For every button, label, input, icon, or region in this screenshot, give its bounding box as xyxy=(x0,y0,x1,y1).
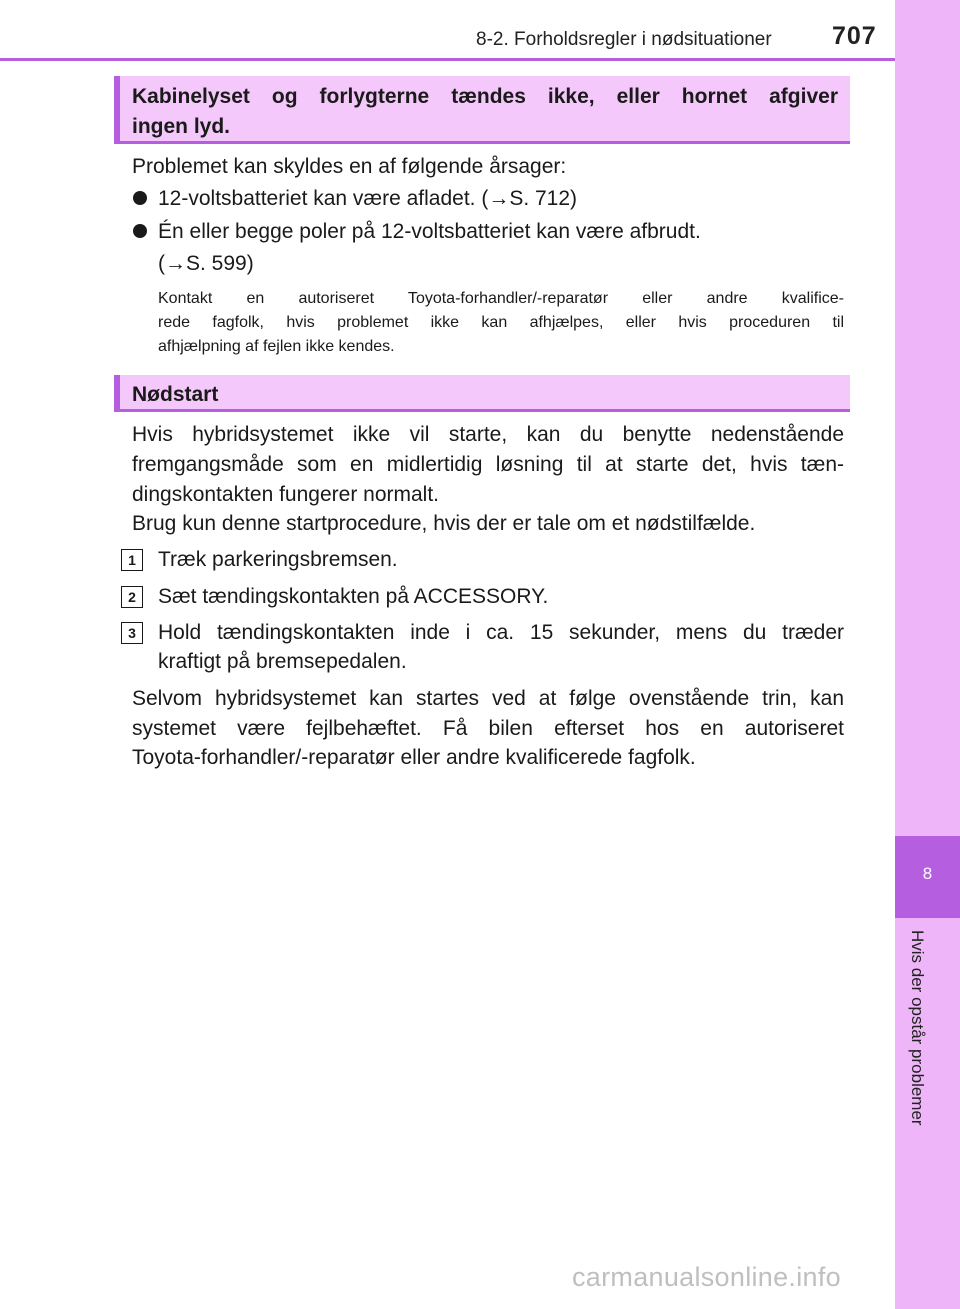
chapter-title: Hvis der opstår problemer xyxy=(908,930,927,1126)
closing-line: Selvom hybridsystemet kan startes ved at følge ovenstående trin, kan xyxy=(132,687,844,710)
section-heading-lights xyxy=(114,76,850,144)
closing-line: systemet være fejlbehæftet. Få bilen efterset hos en autoriseret xyxy=(132,717,844,740)
header-rule xyxy=(0,58,895,61)
causes-intro: Problemet kan skyldes en af følgende årsager: xyxy=(132,155,567,178)
page-number: 707 xyxy=(832,22,877,50)
note-text xyxy=(158,287,844,359)
step-number-box: 1 xyxy=(121,549,143,571)
section-heading-line: ingen lyd. xyxy=(132,115,231,138)
emergency-intro-line: Brug kun denne startprocedure, hvis der er tale om et nødstilfælde. xyxy=(132,512,756,535)
step-number-box: 2 xyxy=(121,586,143,608)
emergency-intro-line: dingskontakten fungerer normalt. xyxy=(132,483,440,506)
note-line: afhjælpning af fejlen ikke kendes. xyxy=(158,338,395,355)
watermark: carmanualsonline.info xyxy=(572,1262,841,1292)
bullet-icon xyxy=(133,224,147,238)
step-text: Træk parkeringsbremsen. xyxy=(158,548,398,571)
closing-line: Toyota-forhandler/-reparatør eller andre kvalificerede fagfolk. xyxy=(132,746,696,769)
section-heading-emergency-start: Nødstart xyxy=(114,375,850,412)
chapter-number: 8 xyxy=(922,864,933,883)
section-heading-line: Kabinelyset og forlygterne tændes ikke, eller hornet afgiver xyxy=(132,85,838,108)
header-section-title: 8-2. Forholdsregler i nødsituationer xyxy=(476,29,772,50)
emergency-intro-line: fremgangsmåde som en midlertidig løsning til at starte det, hvis tæn- xyxy=(132,453,844,476)
cause-item: 12-voltsbatteriet kan være afladet. (→S. 712) xyxy=(158,187,578,210)
cause-item: Én eller begge poler på 12-voltsbatteriet kan være afbrudt. xyxy=(158,220,701,243)
step-text-continuation: kraftigt på bremsepedalen. xyxy=(158,650,407,673)
bullet-icon xyxy=(133,191,147,205)
emergency-intro-line: Hvis hybridsystemet ikke vil starte, kan du benytte nedenstående xyxy=(132,423,844,446)
note-line: Kontakt en autoriseret Toyota-forhandler/-reparatør eller andre kvalifice- xyxy=(158,290,844,307)
note-line: rede fagfolk, hvis problemet ikke kan afhjælpes, eller hvis proceduren til xyxy=(158,314,844,331)
cause-item-continuation: (→S. 599) xyxy=(158,252,254,275)
step-text: Hold tændingskontakten inde i ca. 15 sekunder, mens du træder xyxy=(158,621,844,644)
step-number-box: 3 xyxy=(121,622,143,644)
chapter-tab xyxy=(895,836,960,918)
step-text: Sæt tændingskontakten på ACCESSORY. xyxy=(158,585,549,608)
